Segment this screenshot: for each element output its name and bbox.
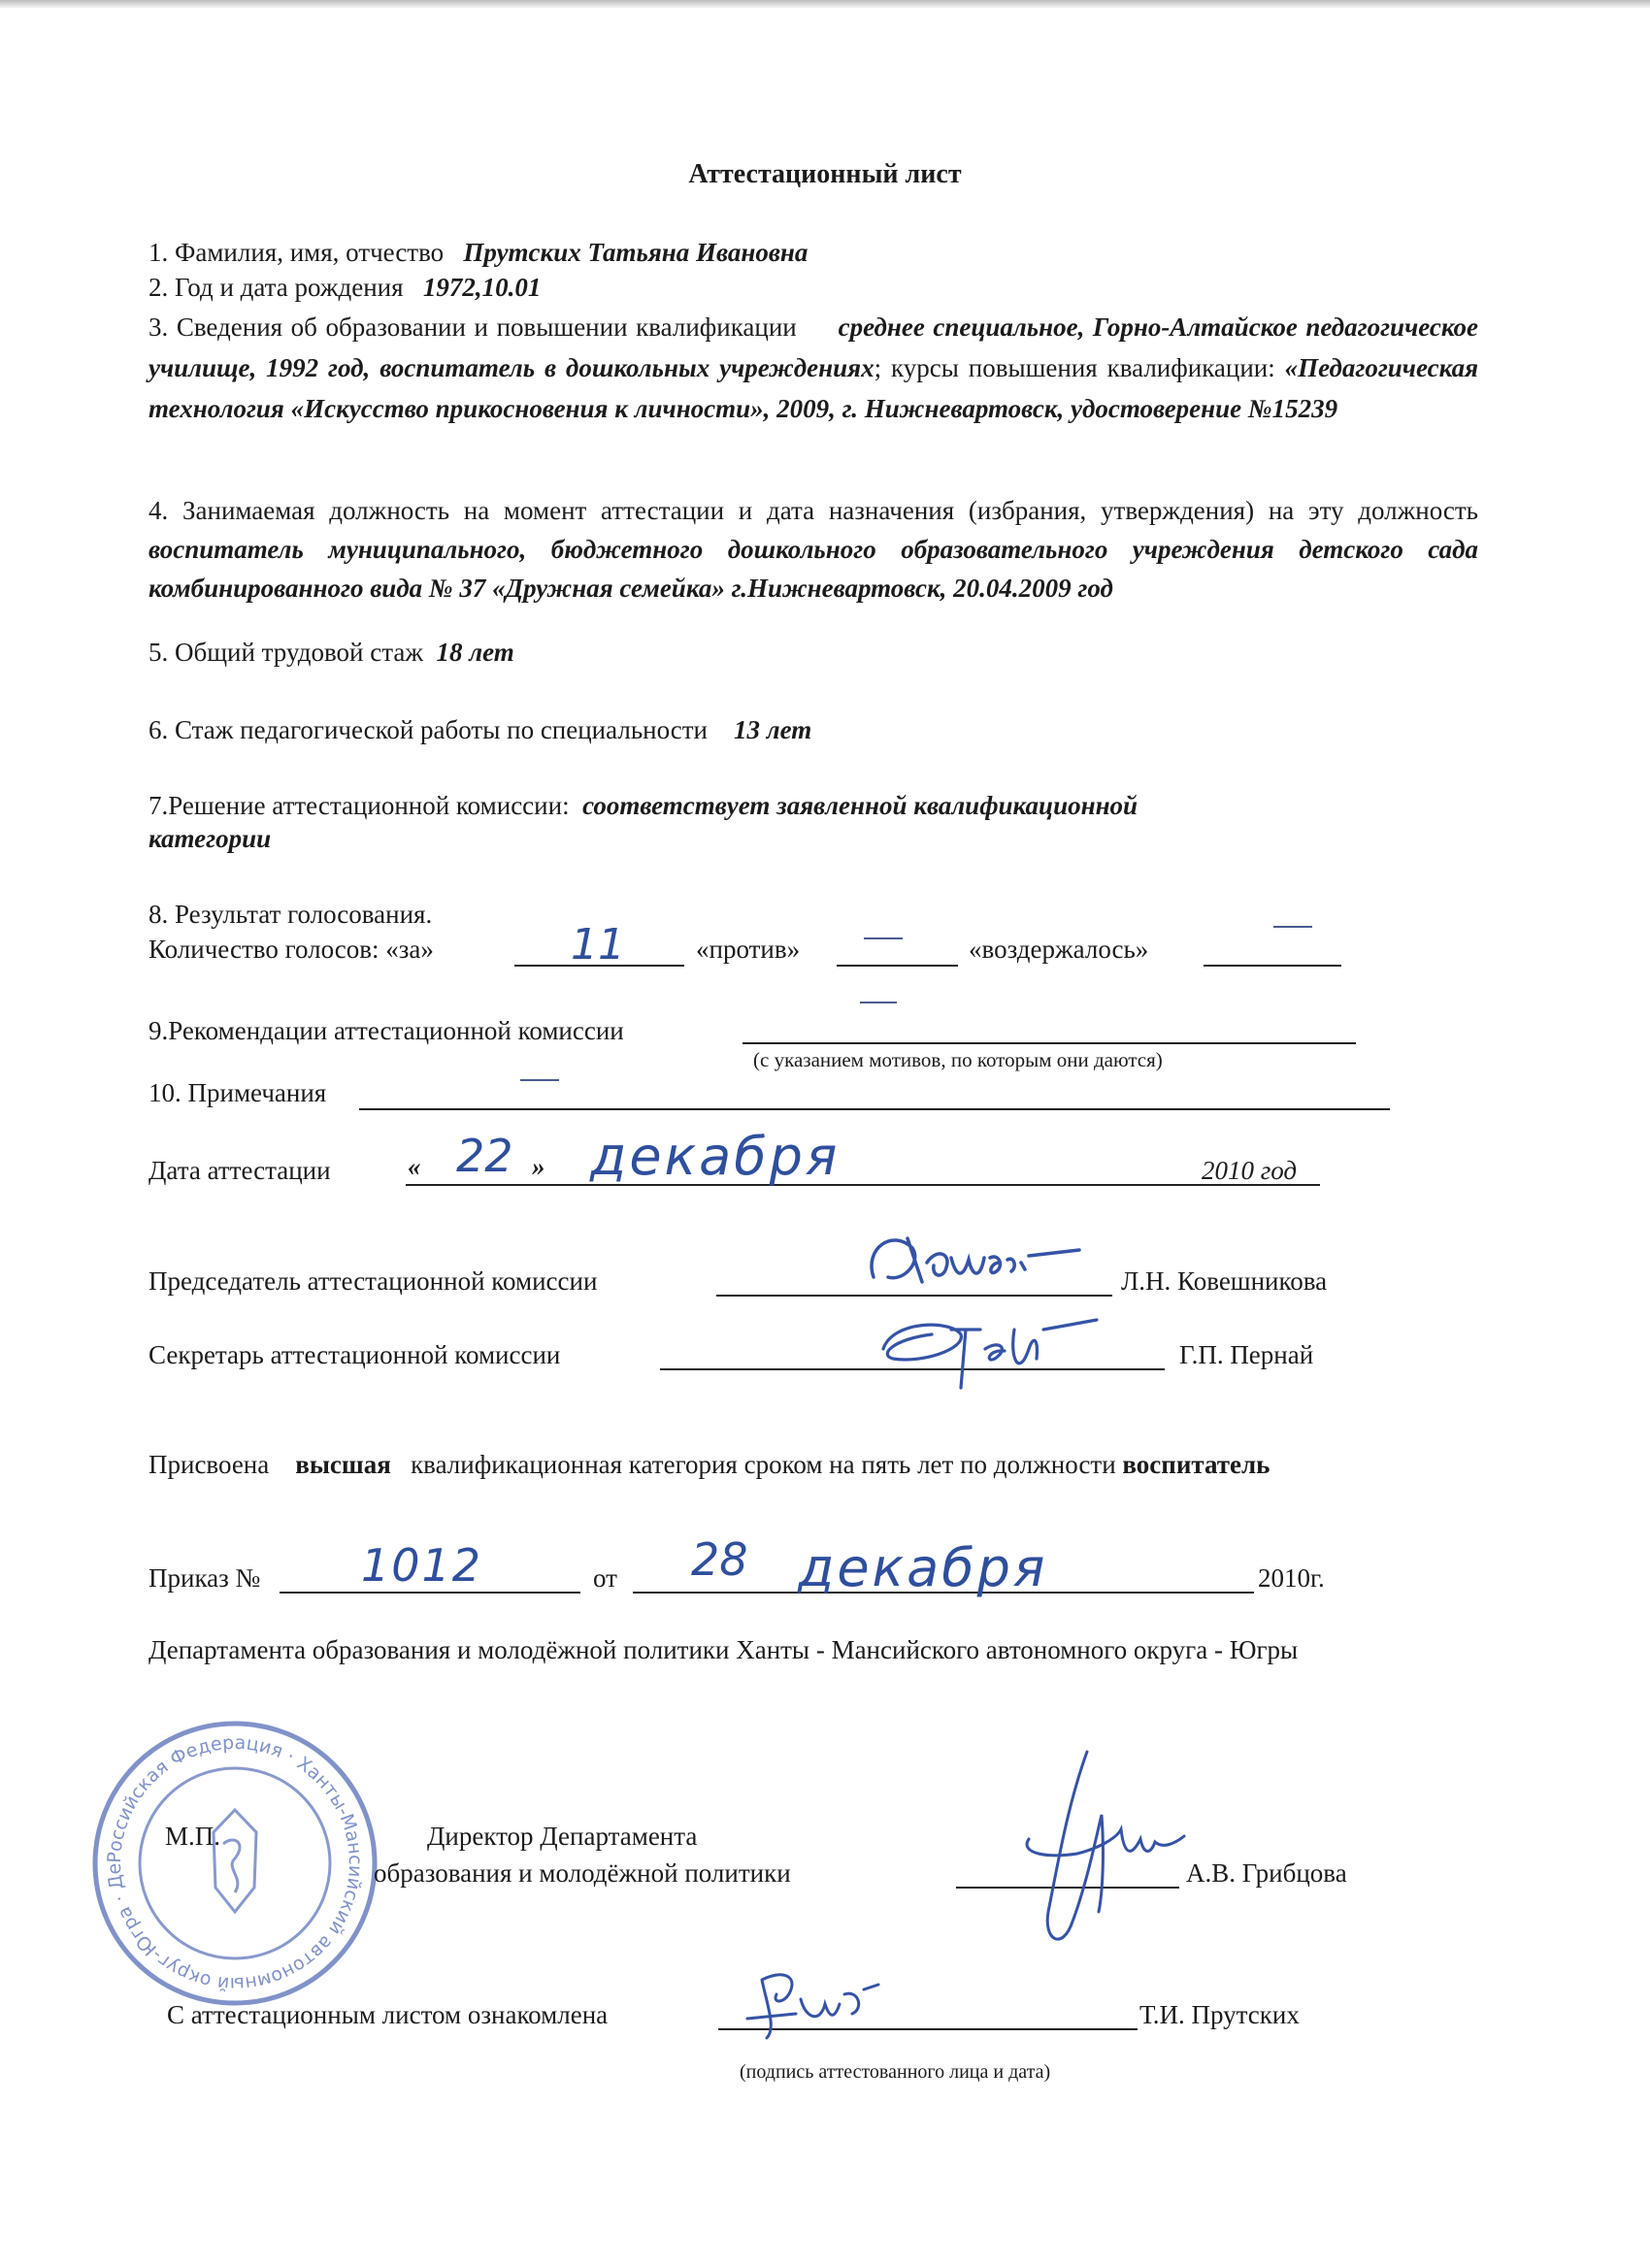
votes-abstain-dash	[1273, 926, 1312, 928]
item3-separator: ;	[874, 353, 882, 382]
secretary-label: Секретарь аттестационной комиссии	[148, 1340, 561, 1369]
assigned-word: Присвоена	[148, 1450, 270, 1479]
acquainted-note: (подпись аттестованного лица и дата)	[740, 2061, 1051, 2083]
secretary-name: Г.П. Пернай	[1179, 1340, 1314, 1369]
item1-label: 1. Фамилия, имя, отчество	[148, 238, 445, 267]
votes-against-line	[837, 965, 958, 967]
order-year: 2010г.	[1258, 1563, 1325, 1593]
department-text: Департамента образования и молодёжной политики Ханты - Мансийского автономного округа - Югры	[148, 1635, 1299, 1664]
director-title-line2: образования и молодёжной политики	[374, 1858, 791, 1888]
item4-paragraph	[148, 491, 1478, 608]
attestation-date-label: Дата аттестации	[148, 1156, 331, 1185]
votes-abstain-label: «воздержалось»	[969, 935, 1149, 964]
attestation-date-month: декабря	[590, 1126, 841, 1187]
votes-label: Количество голосов: «за»	[148, 935, 434, 964]
item3-label: 3. Сведения об образовании и повышении квалификации	[148, 312, 797, 342]
order-month: декабря	[798, 1537, 1048, 1598]
attestation-date-close-quote: »	[532, 1152, 545, 1181]
item6-label: 6. Стаж педагогической работы по специальности	[148, 715, 708, 744]
item10-dash	[520, 1079, 559, 1081]
acquainted-signature	[738, 1951, 932, 2048]
item5-value: 18 лет	[436, 638, 514, 667]
item7-line	[148, 784, 1138, 827]
item3-courses-value: «Педагогическая технология «Искусство прикосновения к личности», 2009, г. Нижневартовск, удостоверение №15239	[148, 353, 1479, 423]
item5-line	[148, 631, 514, 674]
item9-note: (с указанием мотивов, по которым они даются)	[753, 1048, 1163, 1071]
assigned-paragraph	[148, 1444, 1478, 1485]
assigned-rest: квалификационная категория сроком на пять лет по должности	[411, 1450, 1116, 1479]
item2-value: 1972,10.01	[422, 273, 542, 302]
chairman-label: Председатель аттестационной комиссии	[148, 1266, 598, 1296]
item10-line	[359, 1108, 1390, 1110]
item3-courses-label: курсы повышения квалификации:	[891, 353, 1275, 382]
chairman-name: Л.Н. Ковешникова	[1121, 1266, 1328, 1296]
document-title: Аттестационный лист	[688, 159, 962, 189]
item3-value: среднее специальное, Горно-Алтайское педагогическое училище, 1992 год, воспитатель в дошкольных учреждениях	[148, 312, 1478, 382]
attestation-date-open-quote: «	[408, 1152, 421, 1181]
item5-label: 5. Общий трудовой стаж	[148, 638, 423, 667]
order-from-label: от	[593, 1563, 617, 1593]
director-title-line1: Директор Департамента	[427, 1822, 698, 1851]
acquainted-name: Т.И. Прутских	[1139, 2000, 1300, 2029]
item4-label: 4. Занимаемая должность на момент аттестации и дата назначения (избрания, утверждения) на эту должность	[148, 496, 1478, 525]
item2-label: 2. Год и дата рождения	[148, 273, 404, 302]
order-number-line	[280, 1592, 580, 1594]
director-name: А.В. Грибцова	[1186, 1858, 1347, 1888]
order-label: Приказ №	[148, 1563, 261, 1593]
order-day: 28	[691, 1533, 748, 1586]
assigned-category: высшая	[295, 1450, 391, 1479]
attestation-date-year: 2010 год	[1202, 1156, 1298, 1185]
votes-abstain-line	[1204, 965, 1341, 967]
item8-label: 8. Результат голосования.	[148, 900, 433, 929]
official-seal	[81, 1701, 380, 2009]
item6-line	[148, 708, 811, 751]
votes-for-value: 11	[571, 920, 625, 970]
item2-line	[148, 266, 541, 309]
seal-mp: М.П.	[165, 1822, 221, 1851]
votes-against-label: «против»	[696, 935, 801, 964]
item7-label: 7.Решение аттестационной комиссии:	[148, 791, 570, 820]
item9-dash	[860, 1002, 897, 1003]
attestation-date-day: 22	[456, 1130, 513, 1182]
item1-value: Прутских Татьяна Ивановна	[463, 238, 808, 267]
secretary-signature	[874, 1291, 1106, 1407]
acquainted-label: С аттестационным листом ознакомлена	[167, 2000, 609, 2029]
item10-label: 10. Примечания	[148, 1078, 327, 1107]
item4-value: воспитатель муниципального, бюджетного дошкольного образовательного учреждения детского сада комбинированного вида № 37 «Дружная семейка» г.Нижневартовск, 20.04.2009 год	[148, 535, 1478, 603]
item7-value-cont: категории	[148, 824, 272, 853]
votes-against-dash	[864, 937, 903, 939]
item6-value: 13 лет	[734, 715, 812, 744]
seal-ring-text: Российская Федерация · Ханты-Мансийский автономный округ-Югра · Департамент образования и молодёжной политики	[81, 1701, 367, 1995]
order-number: 1012	[361, 1539, 483, 1592]
item9-line	[742, 1042, 1356, 1044]
item9-label: 9.Рекомендации аттестационной комиссии	[148, 1016, 624, 1045]
item3-paragraph	[148, 307, 1478, 429]
scan-top-edge	[0, 0, 1650, 8]
item7-value: соответствует заявленной квалификационной	[582, 791, 1138, 820]
assigned-position: воспитатель	[1122, 1450, 1270, 1479]
